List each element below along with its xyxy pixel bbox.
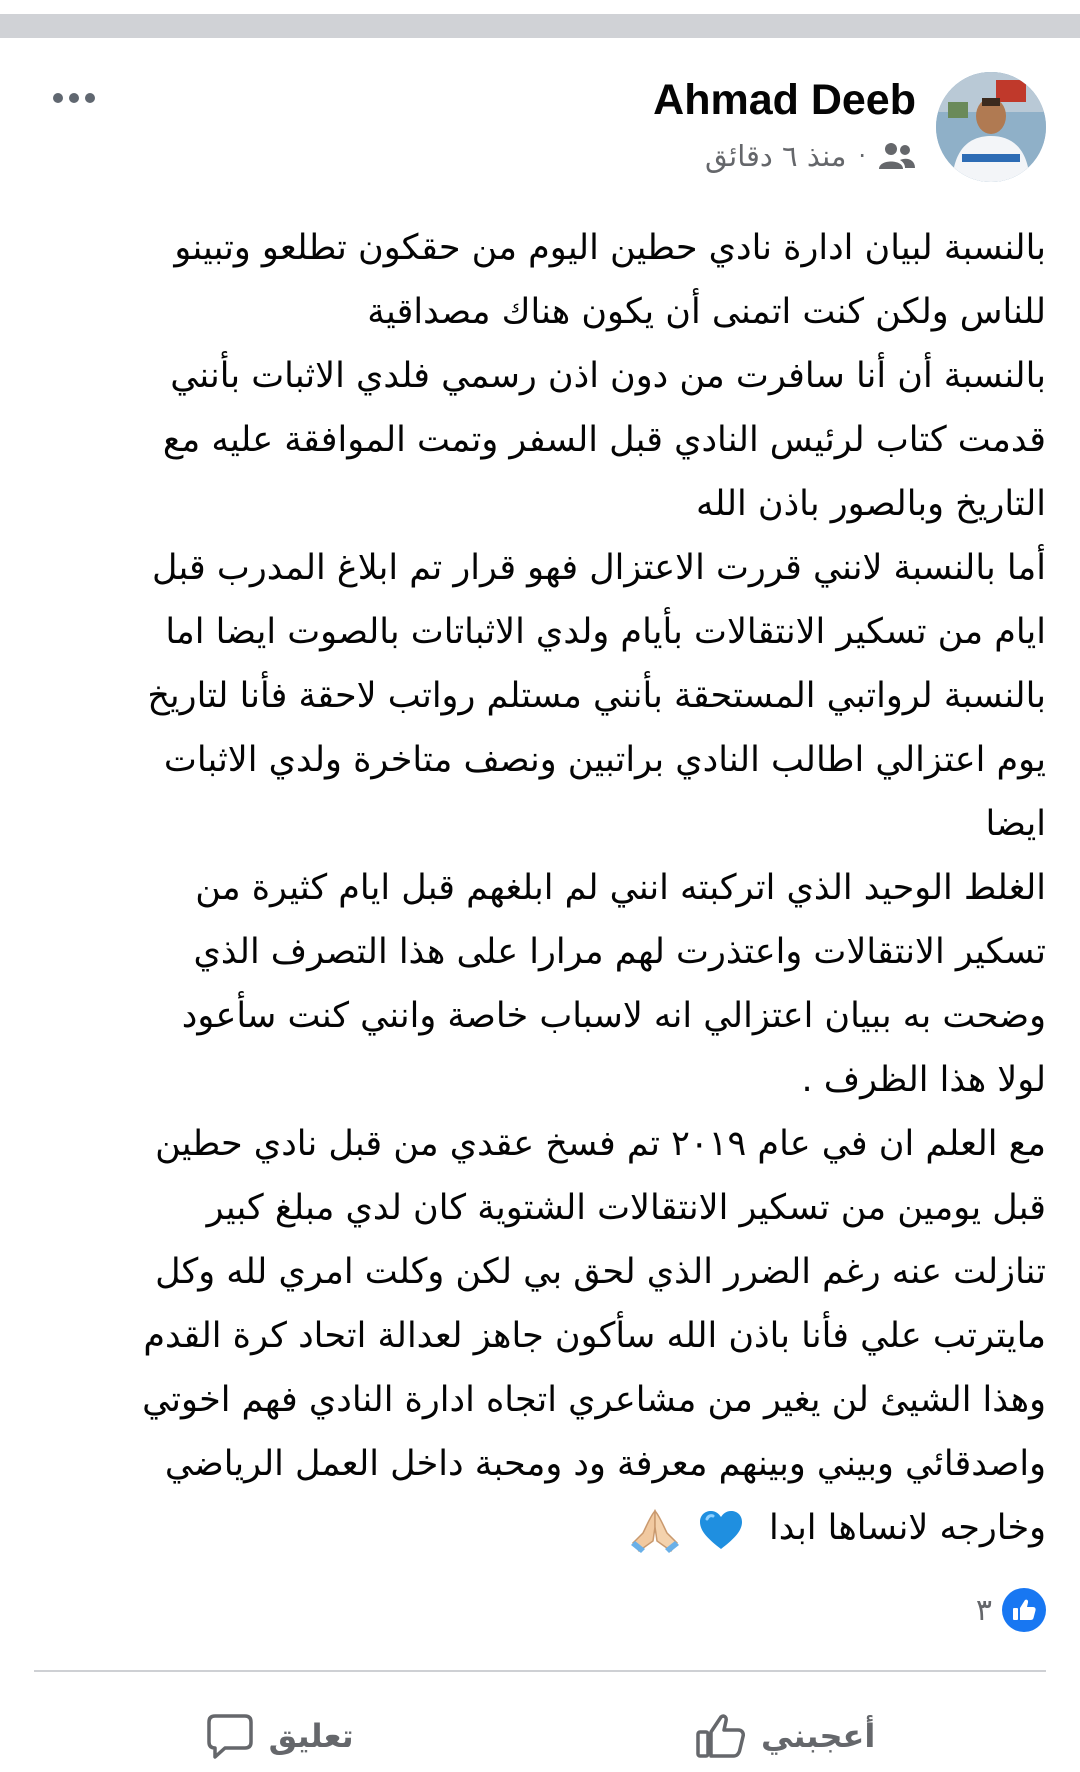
- post-line: لولا هذا الظرف .: [801, 1060, 1046, 1100]
- actions-divider: [34, 1670, 1046, 1672]
- post-body: [36, 216, 1046, 1560]
- post-card: [0, 38, 1080, 1755]
- post-line: وخارجه لانساها ابدا: [768, 1508, 1046, 1548]
- emoji-group: [623, 1497, 744, 1561]
- more-horizontal-icon-dot: [85, 93, 95, 103]
- blue-heart-icon: [698, 1509, 744, 1551]
- post-line: وضحت به ببيان اعتزالي انه لاسباب خاصة وانني كنت سأعود: [181, 996, 1046, 1036]
- friends-icon[interactable]: [878, 141, 916, 171]
- post-line: تسكير الانتقالات واعتذرت لهم مرارا على هذا التصرف الذي: [193, 932, 1046, 972]
- more-options-button[interactable]: [42, 80, 106, 116]
- post-line: بالنسبة لرواتبي المستحقة بأنني مستلم رواتب لاحقة فأنا لتاريخ: [147, 676, 1046, 716]
- author-name[interactable]: Ahmad Deeb: [653, 76, 916, 124]
- reaction-count: ٣: [975, 1592, 992, 1628]
- post-line: قدمت كتاب لرئيس النادي قبل السفر وتمت الموافقة عليه مع: [162, 420, 1046, 460]
- comment-icon: [205, 1712, 255, 1760]
- post-line: أما بالنسبة لانني قررت الاعتزال فهو قرار تم ابلاغ المدرب قبل: [151, 548, 1046, 588]
- post-line: تنازلت عنه رغم الضرر الذي لحق بي لكن وكلت امري لله وكل: [155, 1252, 1046, 1292]
- more-horizontal-icon-dot: [69, 93, 79, 103]
- post-line: وهذا الشيئ لن يغير من مشاعري اتجاه ادارة النادي فهم اخوتي: [142, 1380, 1046, 1420]
- post-meta: [705, 134, 916, 178]
- folded-hands-icon: [629, 1507, 681, 1553]
- post-line: ايام من تسكير الانتقالات بأيام ولدي الاثباتات بالصوت ايضا اما: [165, 612, 1046, 652]
- comment-button[interactable]: [205, 1698, 354, 1760]
- more-horizontal-icon: [53, 93, 63, 103]
- post-line: بالنسبة أن أنا سافرت من دون اذن رسمي فلدي الاثبات بأنني: [170, 356, 1046, 396]
- post-line: بالنسبة لبيان ادارة نادي حطين اليوم من حقكون تطلعو وتبينو: [174, 228, 1046, 268]
- post-line: واصدقائي وبيني وبينهم معرفة ود ومحبة داخل العمل الرياضي: [164, 1444, 1046, 1484]
- post-line: يوم اعتزالي اطالب النادي براتبين ونصف متاخرة ولدي الاثبات: [163, 740, 1046, 780]
- post-line: الغلط الوحيد الذي اتركبته انني لم ابلغهم قبل ايام كثيرة من: [195, 868, 1046, 908]
- post-actions: [34, 1698, 1046, 1772]
- post-line: التاريخ وبالصور باذن الله: [696, 484, 1046, 524]
- post-timestamp[interactable]: منذ ٦ دقائق: [704, 139, 847, 173]
- post-line: ايضا: [985, 804, 1046, 844]
- post-line: مايترتب علي فأنا باذن الله سأكون جاهز لعدالة اتحاد كرة القدم: [143, 1316, 1046, 1356]
- post-last-line: [36, 1496, 1046, 1560]
- avatar-image: [936, 72, 1046, 182]
- like-label: أعجبني: [760, 1717, 876, 1755]
- post-line: قبل يومين من تسكير الانتقالات الشتوية كان لدي مبلغ كبير: [206, 1188, 1046, 1228]
- like-icon: [1002, 1588, 1046, 1632]
- meta-separator: ·: [858, 142, 866, 170]
- reaction-summary[interactable]: [976, 1588, 1046, 1632]
- like-button[interactable]: [695, 1698, 875, 1760]
- post-line: للناس ولكن كنت اتمنى أن يكون هناك مصداقية: [367, 292, 1046, 332]
- top-spacer: [0, 0, 1080, 14]
- feed-divider: [0, 14, 1080, 38]
- post-line: مع العلم ان في عام ٢٠١٩ تم فسخ عقدي من قبل نادي حطين: [155, 1124, 1046, 1164]
- thumbs-up-icon: [695, 1712, 747, 1760]
- comment-label: تعليق: [268, 1717, 354, 1755]
- author-avatar[interactable]: [936, 72, 1046, 182]
